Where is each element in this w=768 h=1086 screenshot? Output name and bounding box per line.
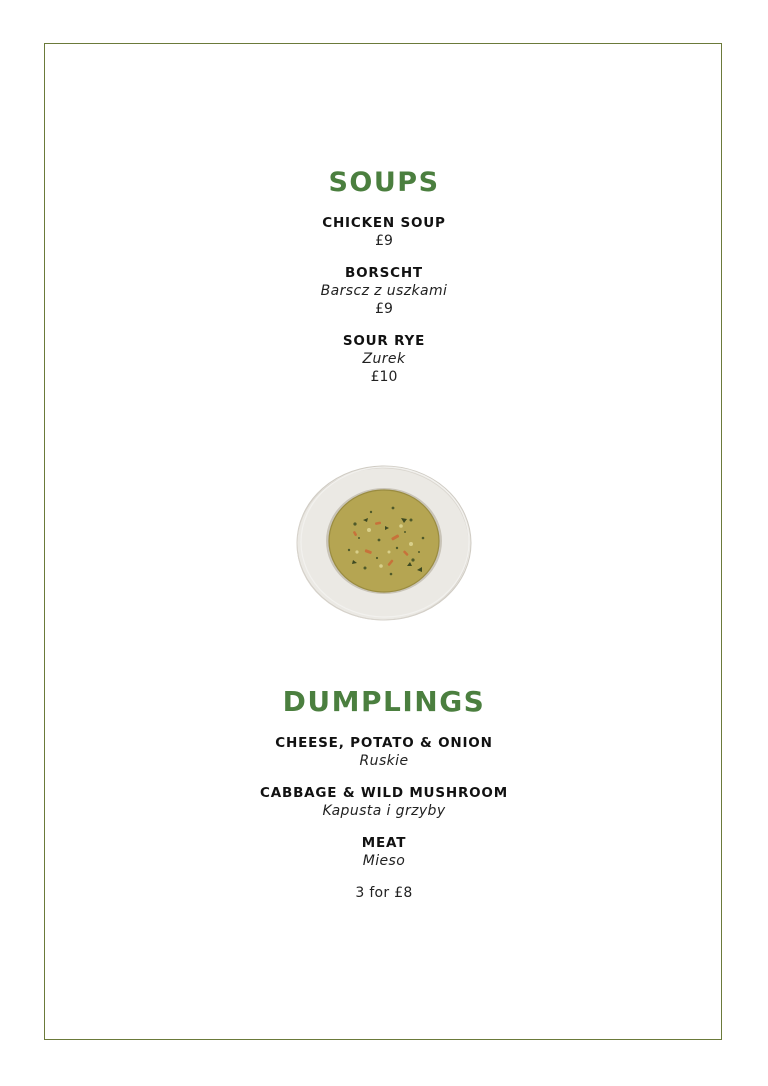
- item-name: BORSCHT: [345, 265, 423, 281]
- soup-bowl-icon: [293, 462, 475, 624]
- item-subtitle: Kapusta i grzyby: [322, 803, 446, 819]
- menu-item-meat: [0, 834, 768, 870]
- item-name: MEAT: [361, 835, 407, 851]
- dumplings-list: [0, 734, 768, 870]
- item-name: CHICKEN SOUP: [322, 215, 446, 231]
- item-subtitle: Mieso: [362, 853, 406, 869]
- item-price: £9: [375, 301, 393, 317]
- menu-item-sour-rye: [0, 332, 768, 386]
- item-name: SOUR RYE: [342, 333, 426, 349]
- item-price: £9: [375, 233, 393, 249]
- dumplings-price-note: 3 for £8: [355, 885, 413, 901]
- menu-item-ruskie: [0, 734, 768, 770]
- item-subtitle: Zurek: [362, 351, 406, 367]
- menu-item-borscht: [0, 264, 768, 318]
- menu-item-chicken-soup: [0, 214, 768, 250]
- item-name: CHEESE, POTATO & ONION: [275, 735, 493, 751]
- soups-section: [0, 166, 768, 386]
- item-name: CABBAGE & WILD MUSHROOM: [260, 785, 508, 801]
- item-subtitle: Barscz z uszkami: [320, 283, 448, 299]
- item-subtitle: Ruskie: [359, 753, 409, 769]
- dumplings-title: DUMPLINGS: [282, 685, 486, 718]
- soups-list: [0, 214, 768, 386]
- soups-title: SOUPS: [328, 167, 440, 198]
- menu-item-cabbage-mushroom: [0, 784, 768, 820]
- dumplings-section: [0, 684, 768, 902]
- item-price: £10: [370, 369, 398, 385]
